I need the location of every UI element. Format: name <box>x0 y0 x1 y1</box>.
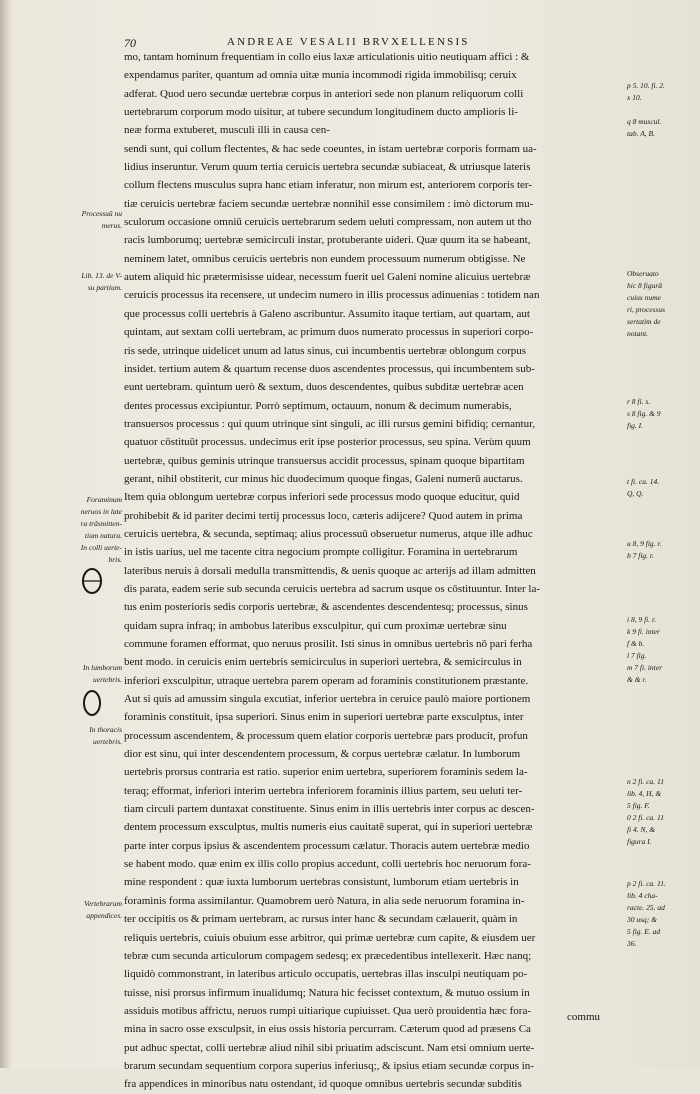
text-line: ris sede, utrinque uidelicet unum ad latus sinus, cui incumbentis uertebræ oblongum corpus <box>124 344 527 357</box>
left-margin-note: In colli uerte- <box>80 543 122 552</box>
right-margin-note: l 7 fig. <box>627 651 647 660</box>
text-line: dior est sinu, qui inter descendentem processum, & corpus uertebræ cælatur. In lumborum <box>124 748 521 761</box>
left-margin-note: appendices. <box>86 911 122 920</box>
right-margin-note: n 2 fi. ca. 11 <box>627 777 664 786</box>
page-number: 70 <box>124 36 136 50</box>
text-line: tus enim posterioris sedis corporis uertebræ, & ascendentes descendentesq; processus, sinus <box>124 601 528 614</box>
text-line: que processus colli uertebris à Galeno ascribuntur. Assumito itaque tertiam, aut quartam, aut <box>124 307 530 320</box>
text-line: mine respondent : quæ iuxta lumborum uertebras consistunt, lumborum etiam uertebris in <box>124 876 519 889</box>
left-margin-note: bris. <box>108 555 122 564</box>
left-margin-note: Processuū nu <box>81 209 122 218</box>
right-margin-note: q 8 muscul. <box>627 117 662 126</box>
right-margin-note: p 2 fi. ca. 11. <box>627 879 666 888</box>
text-line: tuisse, nisi prorsus infirmum inualidumq; Natura hic fecisset contextum, & mutuo ossium in <box>124 986 530 999</box>
right-margin-note: Q, Q. <box>627 489 644 498</box>
text-line: parte inter corpus ipsius & ascendentem processum cælatur. Thoracis autem uertebræ medio <box>124 839 530 852</box>
right-margin-note: lib. 4, H, & <box>627 789 662 798</box>
right-margin-note: x 10. <box>627 93 642 102</box>
right-margin-note: k 9 fi. inter <box>627 627 660 636</box>
text-line: put adhuc spectat, colli uertebræ aliud nihil sibi priuatim adsciscunt. Nam etsi omnium uerte- <box>124 1041 535 1054</box>
right-margin-note: r 8 fi. s. <box>627 397 651 406</box>
right-margin-note: i 8, 9 fi. r. <box>627 615 656 624</box>
left-margin-note: In lumborum <box>83 663 122 672</box>
text-line: uertebræ, quibus geminis utrinque transuersus accidit processus, spinam quoque bipartitam <box>124 454 525 467</box>
text-line: neminem latet, omnibus ceruicis uertebris non eundem processuum numerum obtigisse. Ne <box>124 252 526 265</box>
right-margin-note: 5 fig. F. <box>627 801 650 810</box>
text-line: expendamus pariter, quantum ad omnia uitæ munia incommodi rigida immobilisq; ceruix <box>124 69 517 82</box>
right-margin-note: 36. <box>627 939 637 948</box>
text-line: tebræ cum secunda articulorum compagem sedesq; ex præcedentibus intellexerit. Hæc nanq; <box>124 949 532 962</box>
text-line: tiam circuli partem duntaxat constituente. Sinus enim in illis uertebris inter corpus ac descen- <box>124 803 535 816</box>
text-line: sendi sunt, qui collum flectentes, & hac sede coeuntes, in istam uertebræ corporis formam ua- <box>124 142 537 155</box>
left-margin-note: ra trāsmitten- <box>80 519 122 528</box>
text-line: lidius inseruntur. Verum quum tertia ceruicis uertebra secundæ subiaceat, & utriusque lateris <box>124 161 531 174</box>
right-margin-note: ri, processus <box>627 305 666 314</box>
right-margin-note: tab. A, B. <box>627 129 655 138</box>
text-line: eunt uertebram. quintum uerò & sextum, duos descendentes, quibus subditæ uertebræ acen <box>124 381 524 394</box>
text-line: foraminis forma assimilantur. Quamobrem uerò Natura, in alia sede neruorum foramina in- <box>124 894 525 907</box>
text-line: Aut si quis ad amussim singula excutiat, inferior uertebra in ceruice paulò maiore portionem <box>124 693 531 706</box>
left-margin-note: In thoracis <box>89 725 122 734</box>
text-line: in istis uarius, uel me tacente citra negocium prompte colligitur. Foramina in uertebrarum <box>124 546 518 559</box>
text-line: insidet. tertium autem & quartum recense duos ascendentes processus, qui incumbentem sub- <box>124 362 535 375</box>
text-line: assiduis motibus affrictu, neruos rumpi uitiarique cupiuisset. Qua uerò prouidentia hæc fora- <box>124 1004 532 1017</box>
right-margin-note: cuius nume <box>627 293 661 302</box>
text-line: quidam supra infraq; in ambobus lateribus exsculpitur, qui cum proximæ uertebræ sinu <box>124 619 507 632</box>
right-margin-note: lib. 4 cha- <box>627 891 658 900</box>
catchword: commu <box>567 1011 600 1023</box>
text-line: mina in sacro osse exsculpsit, in eius ossis historia percurram. Cæterum quod ad præsens Ca <box>124 1023 531 1036</box>
text-line: brarum secundam sequentium corpora superius inferiusq;, & ipsius etiam secundæ corpus in- <box>124 1059 534 1072</box>
right-margin-note: 5 fig. E. ad <box>627 927 661 936</box>
text-line: commune foramen efformat, quo neruus prosilit. Isti sinus in omnibus uertebris nō pari ferha <box>124 638 533 650</box>
text-line: lateribus neruis à dorsali medulla transmittendis, & uenis quoque ac arterijs ad illam admitten <box>124 564 536 577</box>
text-line: transuersos processus : qui quum utrinque sint singuli, ac illi rursus gemini bifidiq; cernantur, <box>124 417 536 430</box>
text-line: processum ascendentem, & processum quem elatior corporis uertebræ pars producit, profun <box>124 729 528 742</box>
right-margin-note: f & b. <box>627 639 645 648</box>
right-margin-note: u 8, 9 fig. r. <box>627 539 662 548</box>
text-line: autem aliquid hic prætermisisse uidear, necessum fuerit uel Galeni nomine alicuius uertebræ <box>124 271 531 284</box>
text-line: ceruicis processus ita recensere, ut undecim numero in illis processus adinuenias : totidem nan <box>124 289 540 302</box>
right-margin-note: figura I. <box>627 837 652 846</box>
right-margin-note: fi 4. N, & <box>627 825 656 834</box>
text-line: dentes processus excipiuntur. Porrò septimum, octauum, nonum & decimum numerabis, <box>124 399 512 412</box>
left-margin-note: Vertebrarum <box>84 899 122 908</box>
text-line: uertebris prorsus contraria est ratio. superior enim uertebra, superiorem foraminis sedem la- <box>124 766 528 779</box>
text-line: neæ forma extuberet, musculi illi in causa cen- <box>124 124 330 137</box>
text-line: teraq; efformat, inferiori interim uertebra inferiorem foraminis illius partem, seu ueluti ter- <box>124 784 523 797</box>
right-margin-note: racte. 25. ad <box>627 903 665 912</box>
text-line: se habent modo. quæ enim ex illis collo propius accedunt, colli uertebris hoc neruorum fora- <box>124 858 531 871</box>
text-line: dis parata, eadem serie sub secunda ceruicis uertebra ad sacrum usque os cōstituuntur. Inter la- <box>124 582 541 595</box>
text-line: foraminis constituit, ipsa superiori. Sinus enim in superiori uertebræ parte exsculptus, inter <box>124 711 524 724</box>
text-line: gerant, nihil obstiterit, cur minus hic duodecimum quoque fingas, Galeni numerū auctarus. <box>124 472 523 485</box>
left-margin-note: su partium. <box>87 283 122 292</box>
text-line: tiæ ceruicis uertebræ faciem secundæ uertebræ nonnihil esse consimilem : imò dictorum mu- <box>124 197 534 210</box>
right-margin-note: 30 usq; & <box>627 915 657 924</box>
right-margin-note: 0 2 fi. ca. 11 <box>627 813 664 822</box>
text-line: racis lumborumq; uertebræ semicirculi instar, protuberante uideri. Quæ quum ita se habeant, <box>124 234 531 247</box>
text-line: dentem processum exsculptus, multis numeris eius cauitatē superat, qui in superiori uertebræ <box>124 821 533 834</box>
right-margin-note: notant. <box>627 329 649 338</box>
text-line: collum flectens musculus supra hanc etiam inferatur, non mirum est, anteriorem corporis ter- <box>124 179 533 192</box>
left-margin-note: uertebris. <box>93 675 122 684</box>
lumbar-foramen-diagram <box>80 688 104 718</box>
text-line: quatuor cōstituūt processus. undecimus erit ipse posterior processus, seu spina. Verùm quum <box>124 436 531 449</box>
right-margin-note: t fi. ca. 14. <box>627 477 660 486</box>
main-text <box>124 48 624 1094</box>
left-margin-note: merus. <box>101 221 122 230</box>
binding-gutter <box>0 0 10 1068</box>
left-margin-note: Foraminum <box>86 495 122 504</box>
right-margin-note: Obseruato <box>627 269 659 278</box>
right-margin-note: b 7 fig. r. <box>627 551 654 560</box>
text-line: inferiori exsculpitur, utraque uertebra parem operam ad foraminis constitutionem præstante. <box>124 674 529 687</box>
left-margin-note: uertebris. <box>93 737 122 746</box>
right-margin-note: fig. I. <box>627 421 644 430</box>
right-margin-note: sertatim de <box>627 317 661 326</box>
text-line: quintam, aut sextam colli uertebram, ac primum duos numerato processus in superiori corpo- <box>124 326 534 339</box>
text-line: adferat. Quod uero secundæ uertebræ corpus in anteriori sede non planum reliquorum colli <box>124 87 524 100</box>
right-margin-note: s 8 fig. & 9 <box>627 409 661 418</box>
text-line: prohibebit & id pariter decimi tertij processus loco, cæteris adijcere? Quod autem in prima <box>124 509 523 522</box>
text-line: Item quia oblongum uertebræ corpus inferiori sede processus modo quoque educitur, quid <box>124 491 520 504</box>
ceruical-foramen-diagram <box>80 566 104 596</box>
text-line: fra appendices in minoribus natu ostendant, id quoque omnibus uertebris secundæ subditis <box>124 1078 522 1091</box>
text-line: uertebrarum corporum modo uisitur, at tubere secundum longitudinem ducto amplioris li- <box>124 106 518 119</box>
text-line: reliquis uertebris, cuiuis obuium esse arbitror, qui primæ uertebræ cum capite, & eiusdem uer <box>124 931 536 944</box>
right-margin-note: & & r. <box>627 675 647 684</box>
text-line: ter occipitis os & primam uertebram, ac rursus inter hanc & secundam cælauerit, quàm in <box>124 913 518 926</box>
left-margin-note: Lib. 13. de V- <box>81 271 122 280</box>
right-margin-note: p 5. 10. fi. 2. <box>627 81 665 90</box>
running-head: ANDREAE VESALII BRVXELLENSIS <box>227 36 470 48</box>
text-line: mo, tantam hominum frequentiam in collo eius laxæ articulationis uitio neutiquam affici : & <box>124 51 530 63</box>
text-line: liquidò commonstrant, in lateribus articulo occupatis, uertebras illas insculpi neutiquam po- <box>124 968 528 981</box>
left-margin-note: neruos in late <box>80 507 122 516</box>
left-margin-note: tium natura. <box>84 531 122 540</box>
right-margin-note: m 7 fi. inter <box>627 663 662 672</box>
right-margin-note: hic 8 figurā <box>627 281 662 290</box>
text-line: ceruicis uertebra, & secunda, septimaq; alius processuū obseruetur numerus, atque ille adhuc <box>124 527 533 540</box>
text-line: bent modo. in ceruicis enim uertebris semicirculus in superiori uertebra, & semicirculus in <box>124 656 522 669</box>
text-line: sculorum occasione omniū ceruicis uertebrarum sedem ueluti compressam, non autem ut tho <box>124 216 532 229</box>
